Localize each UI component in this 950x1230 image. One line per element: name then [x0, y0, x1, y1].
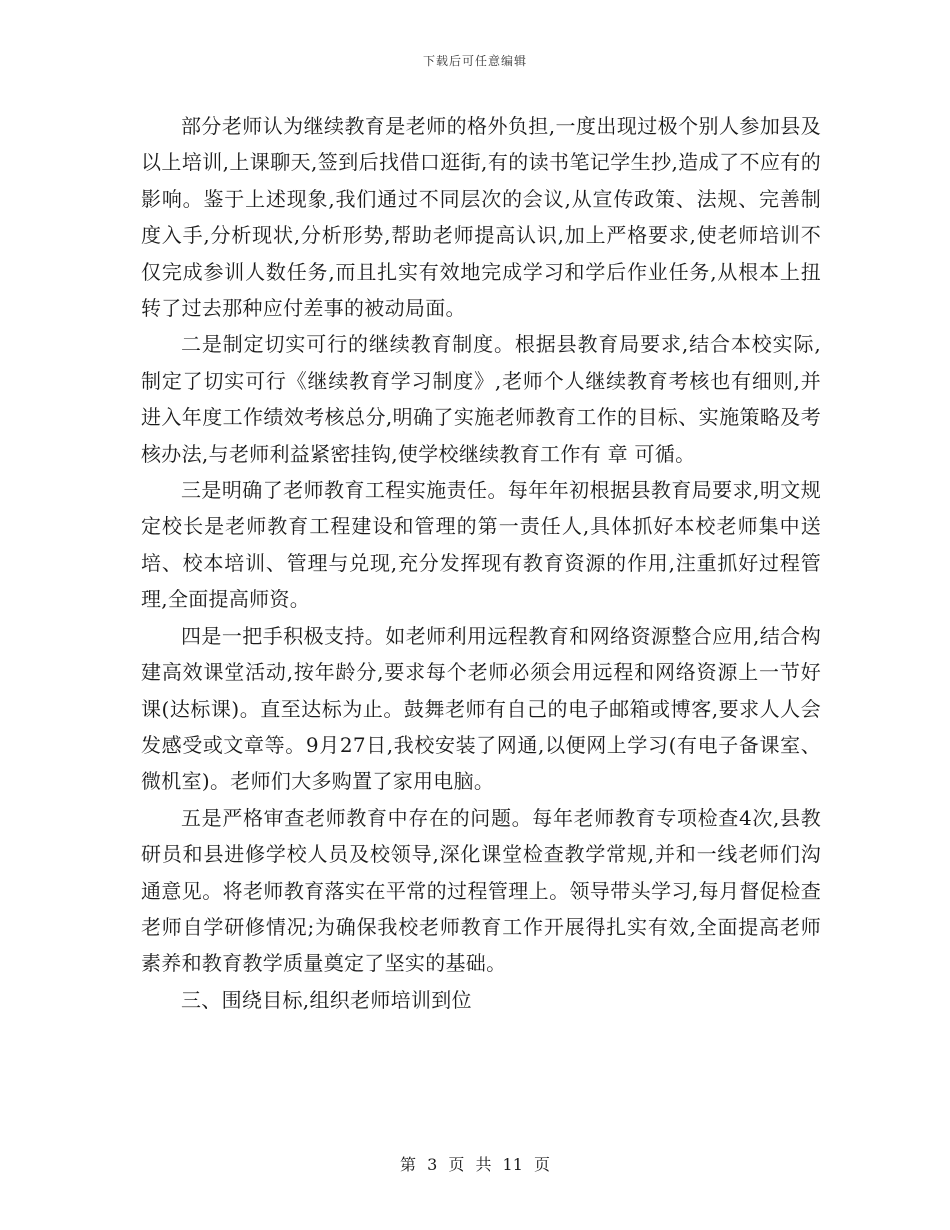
paragraph-2: 二是制定切实可行的继续教育制度。根据县教育局要求,结合本校实际,制定了切实可行《继续教育学习制度》,老师个人继续教育考核也有细则,并进入年度工作绩效考核总分,明确了实施老师教育工作的目标、实施策略及考核办法,与老师利益紧密挂钩,使学校继续教育工作有 章 可循。 [141, 332, 821, 466]
page-number-footer: 第 3 页 共 11 页 [400, 1155, 550, 1174]
paragraph-4: 四是一把手积极支持。如老师利用远程教育和网络资源整合应用,结合构建高效课堂活动,按年龄分,要求每个老师必须会用远程和网络资源上一节好课(达标课)。直至达标为止。鼓舞老师有自己的电子邮箱或博客,要求人人会发感受或文章等。9月27日,我校安装了网通,以便网上学习(有电子备课室、微机室)。老师们大多购置了家用电脑。 [141, 623, 821, 794]
header-note: 下载后可任意编辑 [422, 54, 527, 68]
section-heading: 三、围绕目标,组织老师培训到位 [181, 987, 472, 1012]
document-body [141, 108, 821, 1018]
paragraph-5: 五是严格审查老师教育中存在的问题。每年老师教育专项检查4次,县教研员和县进修学校人员及校领导,深化课堂检查教学常规,并和一线老师们沟通意见。将老师教育落实在平常的过程管理上。领导带头学习,每月督促检查老师自学研修情况;为确保我校老师教育工作开展得扎实有效,全面提高老师素养和教育教学质量奠定了坚实的基础。 [141, 805, 821, 976]
paragraph-3: 三是明确了老师教育工程实施责任。每年年初根据县教育局要求,明文规定校长是老师教育工程建设和管理的第一责任人,具体抓好本校老师集中送培、校本培训、管理与兑现,充分发挥现有教育资源的作用,注重抓好过程管理,全面提高师资。 [141, 478, 821, 612]
paragraph-1: 部分老师认为继续教育是老师的格外负担,一度出现过极个别人参加县及以上培训,上课聊天,签到后找借口逛街,有的读书笔记学生抄,造成了不应有的影响。鉴于上述现象,我们通过不同层次的会议,从宣传政策、法规、完善制度入手,分析现状,分析形势,帮助老师提高认识,加上严格要求,使老师培训不仅完成参训人数任务,而且扎实有效地完成学习和学后作业任务,从根本上扭转了过去那种应付差事的被动局面。 [141, 114, 821, 321]
